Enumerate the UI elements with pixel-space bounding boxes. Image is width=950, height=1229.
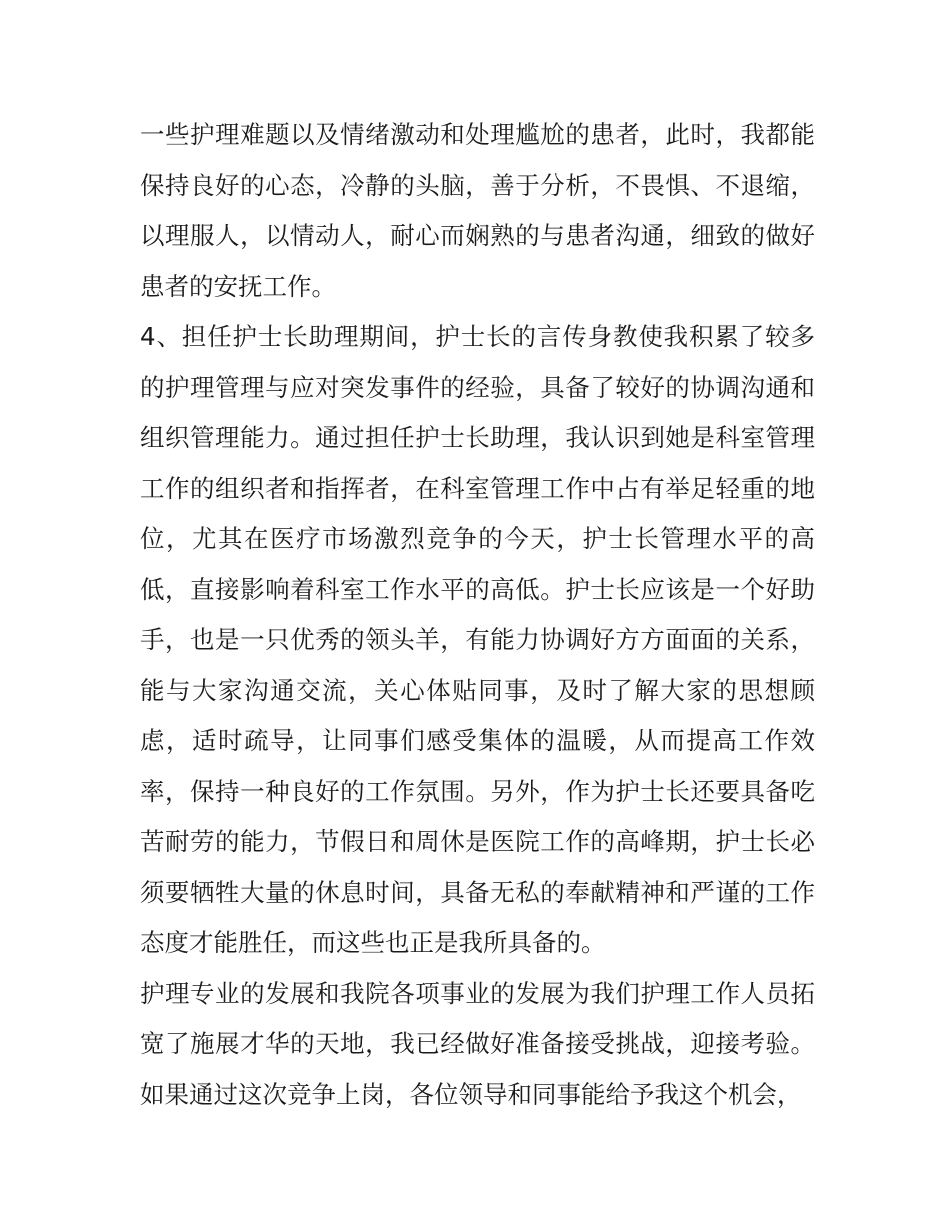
- paragraph-1: 一些护理难题以及情绪激动和处理尴尬的患者，此时，我都能保持良好的心态，冷静的头脑，善于分析，不畏惧、不退缩，以理服人，以情动人，耐心而娴熟的与患者沟通，细致的做好患者的安抚工作。: [140, 120, 815, 301]
- document-body: [140, 110, 815, 1120]
- paragraph-3: 护理专业的发展和我院各项事业的发展为我们护理工作人员拓宽了施展才华的天地，我已经做好准备接受挑战，迎接考验。如果通过这次竞争上岗，各位领导和同事能给予我这个机会，: [140, 978, 815, 1109]
- paragraph-2: 4、担任护士长助理期间，护士长的言传身教使我积累了较多的护理管理与应对突发事件的经验，具备了较好的协调沟通和组织管理能力。通过担任护士长助理，我认识到她是科室管理工作的组织者和指挥者，在科室管理工作中占有举足轻重的地位，尤其在医疗市场激烈竞争的今天，护士长管理水平的高低，直接影响着科室工作水平的高低。护士长应该是一个好助手，也是一只优秀的领头羊，有能力协调好方方面面的关系，能与大家沟通交流，关心体贴同事，及时了解大家的思想顾虑，适时疏导，让同事们感受集体的温暖，从而提高工作效率，保持一种良好的工作氛围。另外，作为护士长还要具备吃苦耐劳的能力，节假日和周休是医院工作的高峰期，护士长必须要牺牲大量的休息时间，具备无私的奉献精神和严谨的工作态度才能胜任，而这些也正是我所具备的。: [140, 322, 815, 957]
